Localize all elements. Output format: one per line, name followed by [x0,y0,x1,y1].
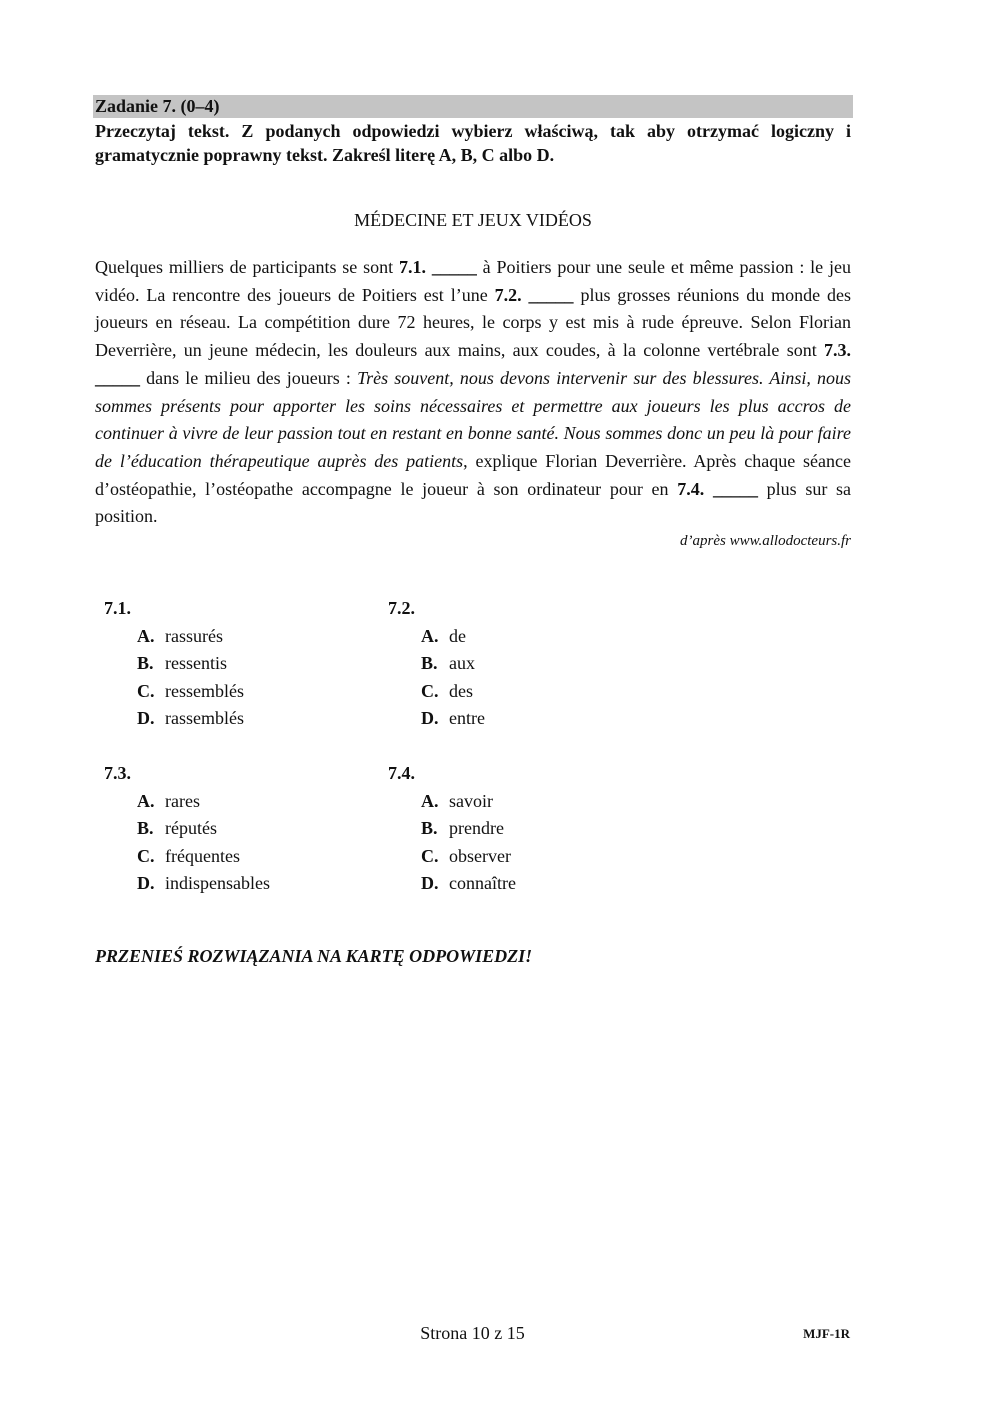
gap-number: 7.1. [398,257,426,277]
passage-segment: plus grosses réunions du monde des joueurs en réseau. La compétition dure 72 heures, le corps y est mis à rude épreuve. Selon Florian Deverrière, un jeune médecin, les douleurs aux mains, aux coudes, à la colonne vertébrale sont [95,284,852,361]
answer-option[interactable] [421,678,485,706]
option-text: entre [449,708,485,728]
option-letter: C. [421,845,439,866]
option-text: ressentis [165,653,227,673]
answer-option[interactable] [137,843,270,871]
option-text: savoir [449,790,493,811]
option-letter: D. [421,873,439,893]
question-7-3 [104,760,270,898]
task-instruction: Przeczytaj tekst. Z podanych odpowiedzi wybierz właściwą, tak aby otrzymać logiczny i gramatycznie poprawny tekst. Zakreśl literę A, B, C albo D. [95,121,851,165]
answer-option[interactable] [137,815,270,843]
option-letter: B. [137,653,154,673]
option-letter: D. [137,873,155,893]
answer-option[interactable] [137,650,244,678]
gap-number: 7.2. [494,284,522,305]
option-letter: A. [421,790,439,811]
task-header: Zadanie 7. (0–4) [93,95,853,118]
option-letter: B. [421,653,438,673]
option-letter: A. [137,625,155,646]
gap-blank: _____ [528,284,574,305]
passage-segment: Quelques milliers de participants se sont [95,257,399,277]
option-letter: C. [137,680,155,701]
option-letter: B. [137,818,154,838]
question-7-4 [388,760,516,898]
option-text: indispensables [165,873,270,893]
answer-option[interactable] [421,788,516,816]
option-letter: A. [421,625,439,646]
page-number: Strona 10 z 15 [420,1323,525,1343]
question-number: 7.4. [388,763,415,783]
option-text: observer [449,845,511,866]
option-text: connaître [449,873,516,893]
answer-option[interactable] [421,705,485,733]
transfer-note: PRZENIEŚ ROZWIĄZANIA NA KARTĘ ODPOWIEDZI! [95,946,533,966]
answer-option[interactable] [137,623,244,651]
answer-option[interactable] [137,870,270,898]
question-number: 7.2. [388,598,415,618]
option-text: réputés [165,818,217,838]
answer-option[interactable] [421,843,516,871]
text-source: d’après www.allodocteurs.fr [680,533,851,549]
answer-option[interactable] [421,870,516,898]
gap-blank: _____ [95,367,140,388]
passage-segment: , explique Florian Deverrière. Après chaque séance d’ostéopathie, l’ostéopathe accompagne le joueur à son ordinateur pour en [95,450,851,499]
passage-segment: à Poitiers pour une seule et même passion : le jeu vidéo. La rencontre des joueurs de Poitiers est l’une [95,257,851,305]
option-letter: D. [137,708,155,728]
passage-segment: plus sur sa position. [95,478,852,527]
answer-option[interactable] [137,678,244,706]
option-text: de [449,625,466,646]
option-text: prendre [449,818,504,838]
question-7-1 [104,595,244,733]
option-text: des [449,680,473,701]
option-text: rassurés [165,625,223,646]
option-letter: C. [137,845,155,866]
option-text: rares [165,790,200,811]
question-number: 7.1. [104,598,131,618]
answer-option[interactable] [421,623,485,651]
option-letter: B. [421,818,438,838]
option-text: ressemblés [165,680,244,701]
option-text: fréquentes [165,845,240,866]
text-title: MÉDECINE ET JEUX VIDÉOS [354,210,592,230]
answer-option[interactable] [421,650,485,678]
option-letter: D. [421,708,439,728]
question-number: 7.3. [104,763,131,783]
passage-quote: Très souvent, nous devons intervenir sur des blessures. Ainsi, nous sommes présents pour apporter les soins nécessaires et permettre aux joueurs les plus accros de continuer à vivre de leur passion tout en restant en bonne santé. Nous sommes donc un peu là pour faire de l’éducation thérapeutique auprès des patients [95,367,851,471]
option-text: rassemblés [165,708,244,728]
answer-option[interactable] [421,815,516,843]
gap-number: 7.4. [677,478,705,499]
question-7-2 [388,595,485,733]
answer-option[interactable] [137,705,244,733]
option-text: aux [449,653,475,673]
option-letter: C. [421,680,439,701]
passage-segment: dans le milieu des joueurs : [140,367,358,388]
gap-number: 7.3. [824,340,851,361]
gap-blank: _____ [431,257,477,277]
answer-option[interactable] [137,788,270,816]
gap-blank: _____ [712,478,758,499]
reading-passage [95,254,851,531]
exam-code: MJF-1R [803,1326,850,1341]
option-letter: A. [137,790,155,811]
